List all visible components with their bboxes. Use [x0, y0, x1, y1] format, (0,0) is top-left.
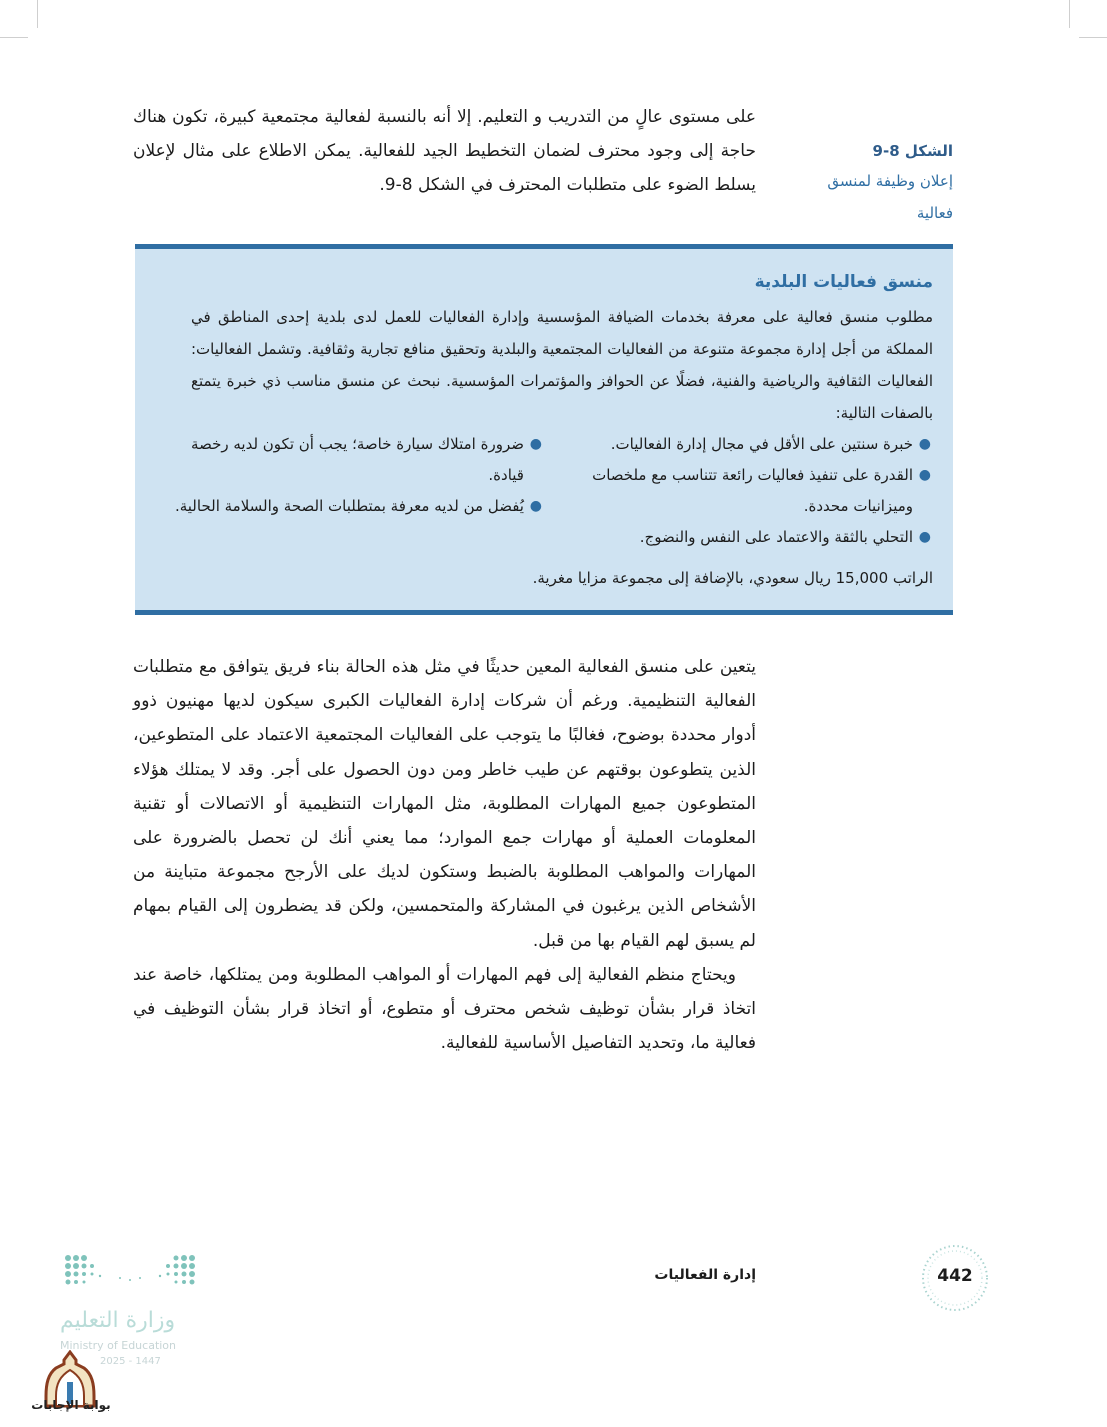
bullet-icon: ●: [529, 436, 542, 452]
list-item: ● القدرة على تنفيذ فعاليات رائعة تتناسب مع ملخصات وميزانيات محددة.: [564, 460, 933, 522]
crop-mark: [37, 0, 38, 28]
main-text: [133, 650, 756, 1060]
list-item: ● التحلي بالثقة والاعتماد على النفس والنضوج.: [564, 522, 933, 553]
job-ad-requirements: [155, 429, 933, 553]
crop-mark: [1079, 37, 1107, 38]
chapter-title: إدارة الفعاليات: [654, 1267, 756, 1283]
list-item: ● خبرة سنتين على الأقل في مجال إدارة الفعاليات.: [564, 429, 933, 460]
crop-mark: [0, 37, 28, 38]
requirements-list-left: [155, 429, 544, 553]
paragraph: ويحتاج منظم الفعالية إلى فهم المهارات أو المواهب المطلوبة ومن يمتلكها، خاصة عند اتخاذ قرار بشأن توظيف شخص محترف أو متطوع، أو اتخاذ قرار بشأن التوظيف في فعالية ما، وتحديد التفاصيل الأساسية للفعالية.: [133, 964, 756, 1054]
bullet-icon: ●: [529, 498, 542, 514]
ministry-name-arabic: وزارة التعليم: [60, 1308, 176, 1333]
bullet-icon: ●: [918, 436, 931, 452]
job-ad-title: منسق فعاليات البلدية: [754, 272, 933, 292]
bullet-icon: ●: [918, 529, 931, 545]
figure-title: إعلان وظيفة لمنسق فعالية: [827, 172, 953, 222]
requirements-list-right: [564, 429, 933, 553]
job-ad-box: [135, 244, 953, 615]
list-item: ● يُفضل من لديه معرفة بمتطلبات الصحة والسلامة الحالية.: [155, 491, 544, 522]
paragraph: يتعين على منسق الفعالية المعين حديثًا في مثل هذه الحالة بناء فريق يتوافق مع متطلبات الفعالية التنظيمية. ورغم أن شركات إدارة الفعاليات الكبرى سيكون لديها مهنيون ذوو أدوار محددة بوضوح، فغالبًا ما يتوجب على الفعاليات المجتمعية الاعتماد على المتطوعين، الذين يتطوعون بوقتهم عن طيب خاطر ومن دون الحصول على أجر. وقد لا يمتلك هؤلاء المتطوعون جميع المهارات المطلوبة، مثل المهارات التنظيمية أو الاتصالات أو تقنية المعلومات العملية أو مهارات جمع الموارد؛ مما يعني أنك لن تحصل بالضرورة على المهارات والمواهب المطلوبة بالضبط وستكون لديك على الأرجح مجموعة متباينة من الأشخاص الذين يرغبون في المشاركة والمتحمسين، ولكن قد يضطرون إلى القيام بمهام لم يسبق لهم القيام بها من قبل.: [133, 657, 756, 951]
ministry-year: 2025 - 1447: [100, 1356, 161, 1367]
portal-label: بوابة الإجابات: [31, 1398, 111, 1412]
page-number: 442: [937, 1266, 973, 1286]
intro-paragraph: على مستوى عالٍ من التدريب و التعليم. إلا أنه بالنسبة لفعالية مجتمعية كبيرة، تكون هناك حاجة إلى وجود محترف لضمان التخطيط الجيد للفعالية. يمكن الاطلاع على مثال لإعلان يسلط الضوء على متطلبات المحترف في الشكل 8-9.: [133, 107, 756, 195]
ministry-name-english: Ministry of Education: [60, 1339, 177, 1352]
bullet-icon: ●: [918, 467, 931, 483]
job-ad-salary: الراتب 15,000 ريال سعودي، بالإضافة إلى مجموعة مزايا مغرية.: [532, 569, 933, 587]
job-ad-body: مطلوب منسق فعالية على معرفة بخدمات الضيافة المؤسسية وإدارة الفعاليات للعمل لدى بلدية إحدى المناطق في المملكة من أجل إدارة مجموعة متنوعة من الفعاليات المجتمعية والبلدية وتحقيق منافع تجارية وثقافية. وتشمل الفعاليات: الفعاليات الثقافية والرياضية والفنية، فضلًا عن الحوافز والمؤتمرات المؤسسية. نبحث عن منسق مناسب ذي خبرة يتمتع بالصفات التالية:: [191, 308, 933, 422]
list-item: ● ضرورة امتلاك سيارة خاصة؛ يجب أن تكون لديه رخصة قيادة.: [155, 429, 544, 491]
figure-number: الشكل 8-9: [872, 142, 953, 160]
figure-caption: [795, 137, 953, 229]
crop-mark: [1069, 0, 1070, 28]
